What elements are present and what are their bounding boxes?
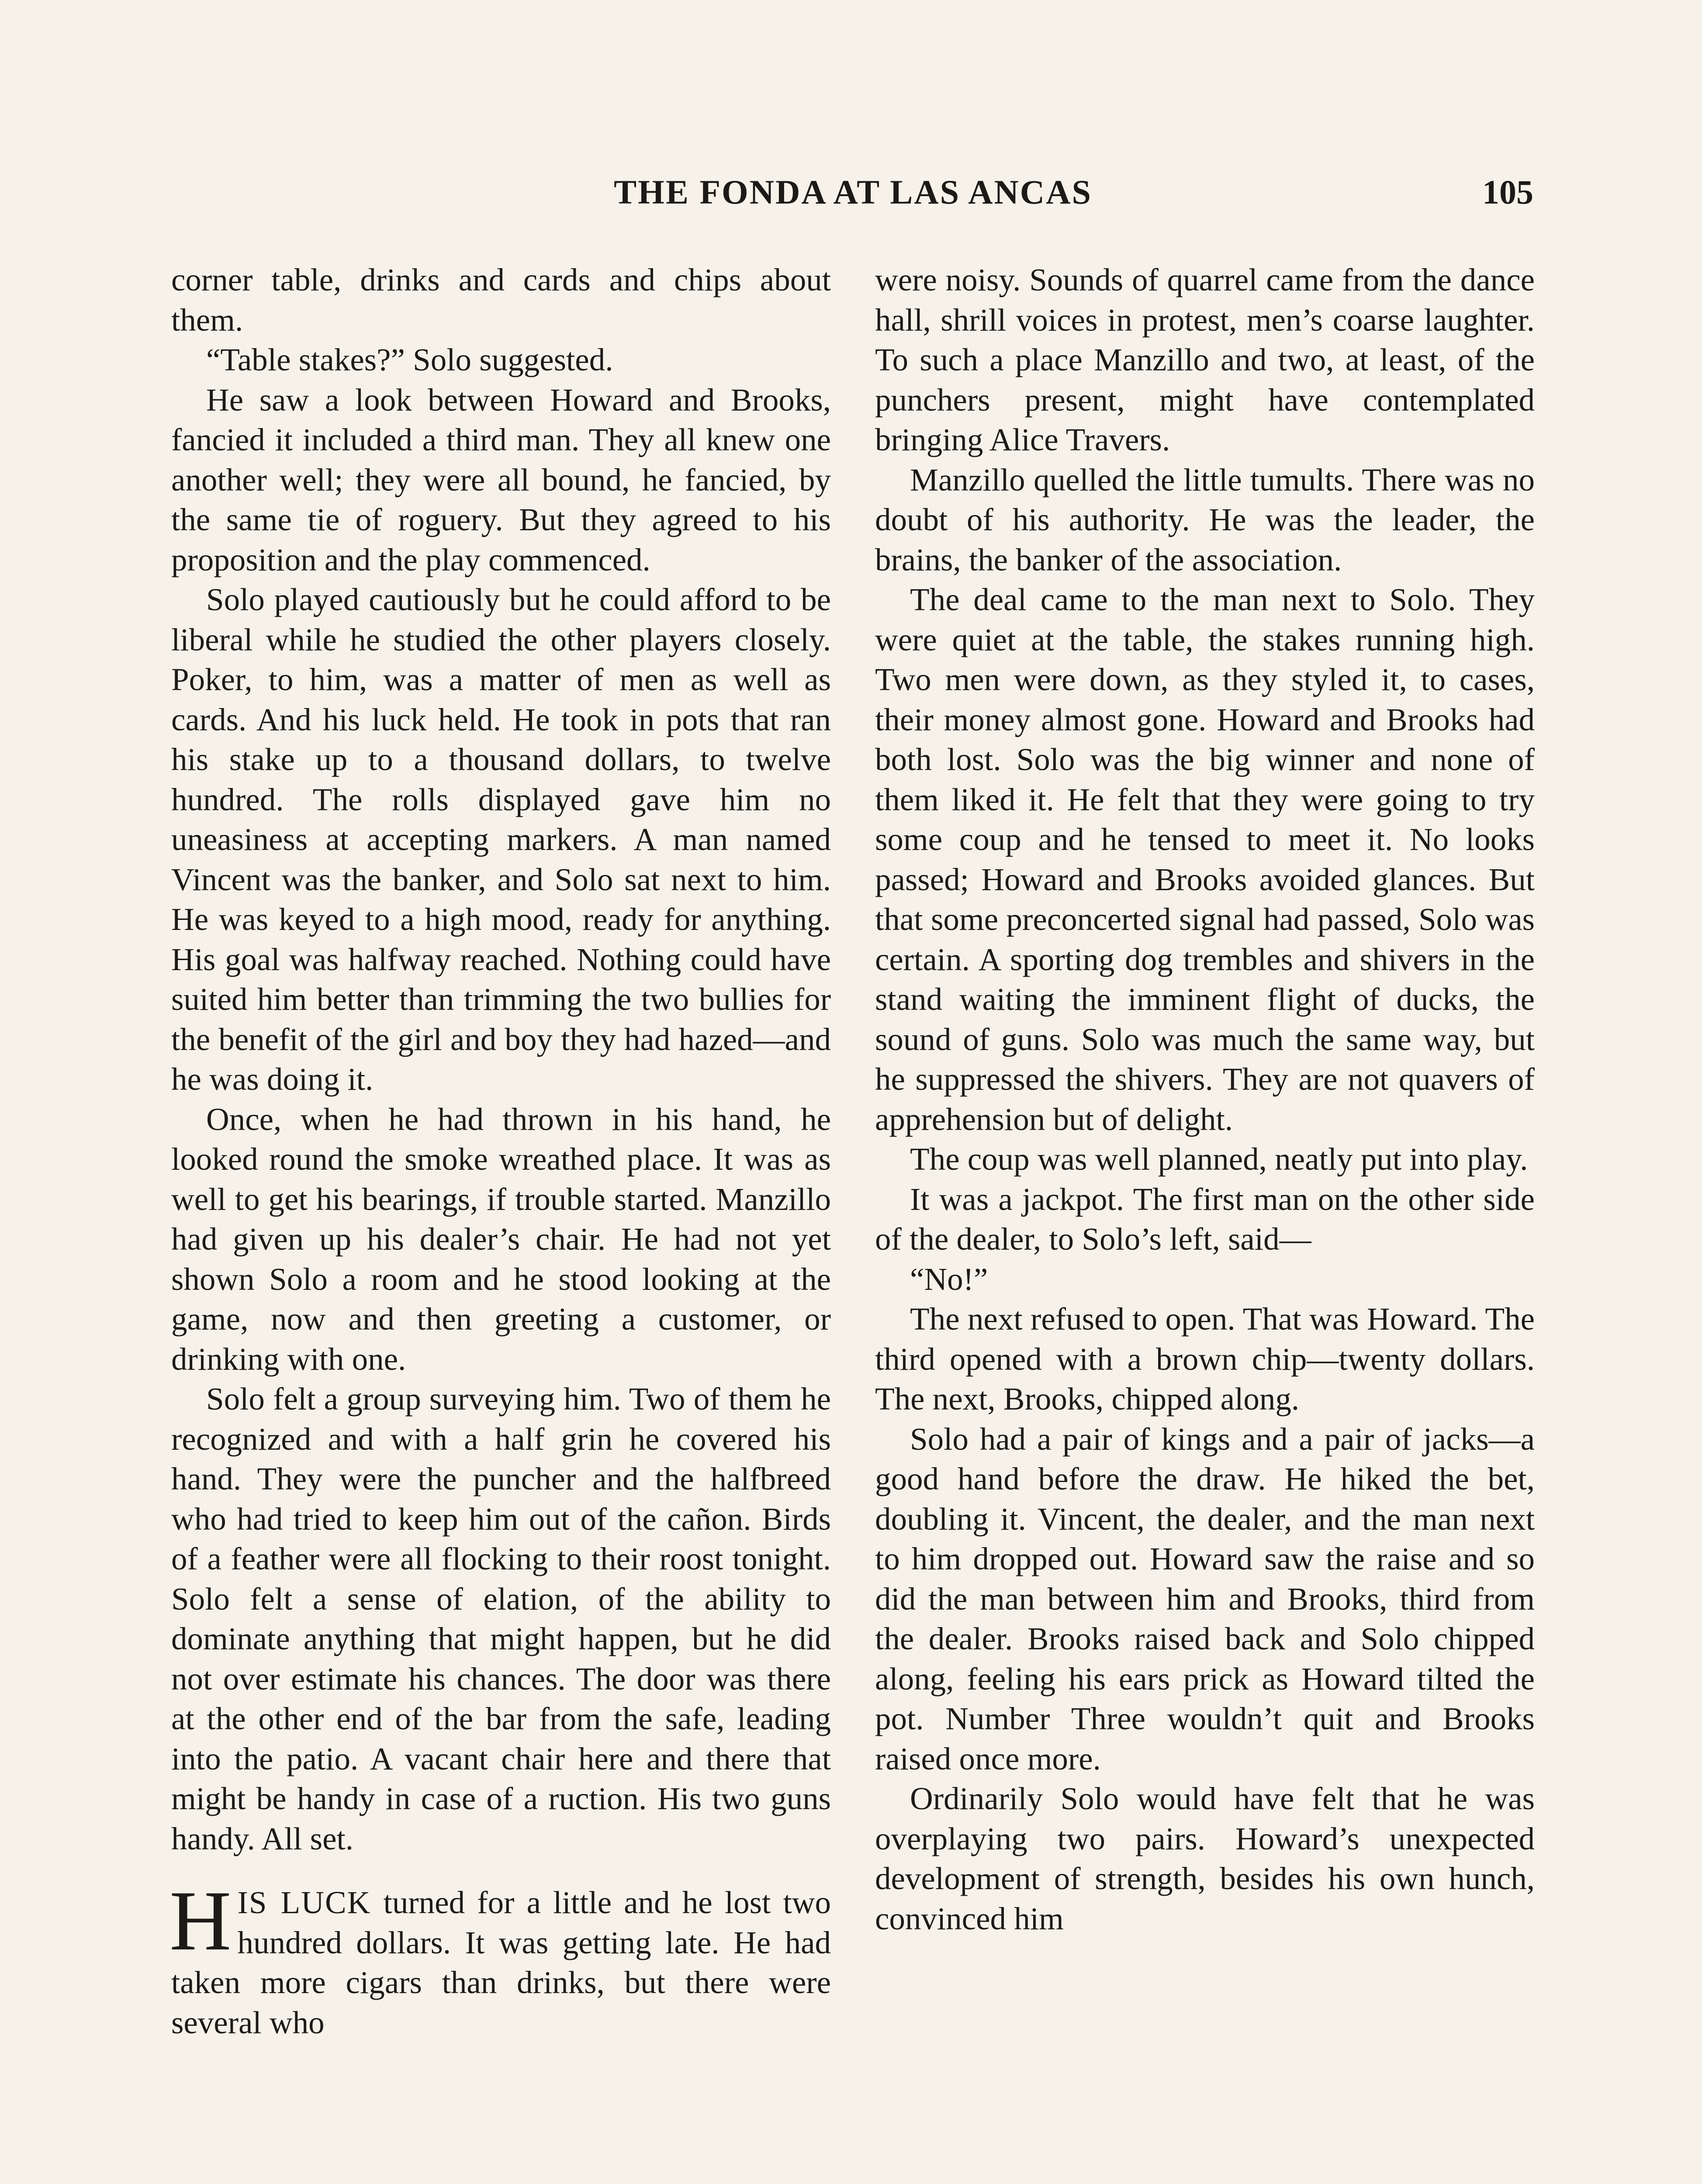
right-column <box>875 260 1535 1939</box>
paragraph: Ordinarily Solo would have felt that he was overplaying two pairs. Howard’s unexpected development of strength, besides his own hunch, convinced him <box>875 1781 1535 1936</box>
paragraph: The deal came to the man next to Solo. They were quiet at the table, the stakes running high. Two men were down, as they styled it, to cases, their money almost gone. Howard and Brooks had both lost. Solo was the big winner and none of them liked it. He felt that they were going to try some coup and he tensed to meet it. No looks passed; Howard and Brooks avoided glances. But that some preconcerted signal had passed, Solo was certain. A sporting dog trembles and shivers in the stand waiting the imminent flight of ducks, the sound of guns. Solo was much the same way, but he suppressed the shivers. They are not quavers of apprehension but of delight. <box>875 582 1535 1137</box>
paragraph: Solo played cautiously but he could afford to be liberal while he studied the other players closely. Poker, to him, was a matter of men as well as cards. And his luck held. He took in pots that ran his stake up to a thousand dollars, to twelve hundred. The rolls displayed gave him no uneasiness at accepting markers. A man named Vincent was the banker, and Solo sat next to him. He was keyed to a high mood, ready for anything. His goal was halfway reached. Nothing could have suited him better than trimming the two bullies for the benefit of the girl and boy they had hazed—and he was doing it. <box>171 582 831 1097</box>
paragraph: Once, when he had thrown in his hand, he looked round the smoke wreathed place. It was as well to get his bearings, if trouble started. Manzillo had given up his dealer’s chair. He had not yet shown Solo a room and he stood looking at the game, now and then greeting a customer, or drinking with one. <box>171 1101 831 1377</box>
left-column <box>171 260 831 2042</box>
paragraph: “Table stakes?” Solo suggested. <box>206 342 613 377</box>
paragraph: It was a jackpot. The first man on the other side of the dealer, to Solo’s left, said— <box>875 1181 1535 1257</box>
paragraph: The next refused to open. That was Howard. The third opened with a brown chip—twenty dollars. The next, Brooks, chipped along. <box>875 1301 1535 1417</box>
paragraph: corner table, drinks and cards and chips about them. <box>171 262 831 338</box>
lead-in-small-caps: IS LUCK <box>237 1885 371 1920</box>
running-head: THE FONDA AT LAS ANCAS <box>614 173 1092 211</box>
paragraph: He saw a look between Howard and Brooks, fancied it included a third man. They all knew one another well; they were all bound, he fancied, by the same tie of roguery. But they agreed to his proposition and the play commenced. <box>171 382 831 577</box>
paragraph-text: turned for a little and he lost two hundred dollars. It was getting late. He had taken more cigars than drinks, but there were several who <box>171 1885 831 2040</box>
paragraph: were noisy. Sounds of quarrel came from the dance hall, shrill voices in protest, men’s coarse laughter. To such a place Manzillo and two, at least, of the punchers present, might have contemplated bringing Alice Travers. <box>875 262 1535 457</box>
paragraph: Manzillo quelled the little tumults. There was no doubt of his authority. He was the leader, the brains, the banker of the association. <box>875 462 1535 577</box>
paragraph: The coup was well planned, neatly put into play. <box>910 1141 1528 1177</box>
paragraph: “No!” <box>910 1261 988 1297</box>
section-break <box>171 1859 831 1883</box>
page-number: 105 <box>1482 173 1533 211</box>
drop-cap: H <box>170 1873 232 1968</box>
paragraph: Solo had a pair of kings and a pair of jacks—a good hand before the draw. He hiked the bet, doubling it. Vincent, the dealer, and the man next to him dropped out. Howard saw the raise and so did the man between him and Brooks, third from the dealer. Brooks raised back and Solo chipped along, feeling his ears prick as Howard tilted the pot. Number Three wouldn’t quit and Brooks raised once more. <box>875 1421 1535 1776</box>
page-header <box>173 173 1533 225</box>
section-opening-paragraph <box>170 1873 831 2042</box>
paragraph: Solo felt a group surveying him. Two of them he recognized and with a half grin he covered his hand. They were the puncher and the halfbreed who had tried to keep him out of the cañon. Birds of a feather were all flocking to their roost tonight. Solo felt a sense of elation, of the ability to dominate anything that might happen, but he did not over estimate his chances. The door was there at the other end of the bar from the safe, leading into the patio. A vacant chair here and there that might be handy in case of a ruction. His two guns handy. All set. <box>171 1381 831 1856</box>
